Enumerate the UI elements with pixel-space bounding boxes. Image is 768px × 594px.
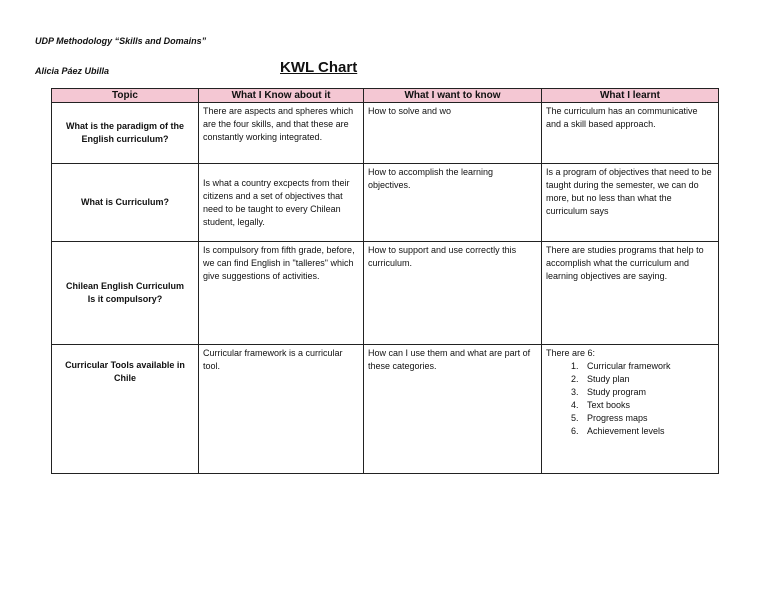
want-cell: How to accomplish the learning objectives. (364, 164, 542, 242)
learnt-cell: Is a program of objectives that need to be taught during the semester, we can do more, but no less than what the curriculum says (542, 164, 719, 242)
topic-text: What is the paradigm of the (65, 121, 184, 131)
topic-cell (52, 345, 199, 474)
list-item: 1. Curricular framework (581, 360, 714, 373)
topic-text: What is Curriculum? (80, 197, 169, 207)
table-row (52, 164, 719, 242)
learnt-intro: There are 6: (546, 348, 596, 358)
learnt-cell (542, 345, 719, 474)
learnt-cell: There are studies programs that help to accomplish what the curriculum and learning objectives are saying. (542, 242, 719, 345)
know-cell: Curricular framework is a curricular tool. (199, 345, 364, 474)
list-item: 6. Achievement levels (581, 425, 714, 438)
curricular-tools-list (546, 360, 714, 438)
course-name: UDP Methodology “Skills and Domains” (35, 36, 207, 46)
table-row (52, 103, 719, 164)
list-item: 2. Study plan (581, 373, 714, 386)
topic-text: Chilean English Curriculum (65, 281, 184, 291)
kwl-table (51, 88, 719, 474)
table-row (52, 345, 719, 474)
list-item: 5. Progress maps (581, 412, 714, 425)
know-cell: Is what a country excpects from their citizens and a set of objectives that need to be taught to every Chilean student, legally. (199, 164, 364, 242)
learnt-cell: The curriculum has an communicative and a skill based approach. (542, 103, 719, 164)
table-header-row (52, 89, 719, 103)
want-cell: How to support and use correctly this curriculum. (364, 242, 542, 345)
list-item: 4. Text books (581, 399, 714, 412)
topic-text: Curricular Tools available in (65, 360, 185, 370)
topic-cell (52, 242, 199, 345)
column-header-learnt: What I learnt (542, 89, 719, 103)
author-name: Alicia Páez Ubilla (35, 66, 110, 76)
know-cell: There are aspects and spheres which are the four skills, and that these are constantly working integrated. (199, 103, 364, 164)
table-row (52, 242, 719, 345)
topic-text: English curriculum? (81, 134, 169, 144)
want-cell: How to solve and wo (364, 103, 542, 164)
topic-text: Is it compulsory? (87, 294, 163, 304)
column-header-want: What I want to know (364, 89, 542, 103)
column-header-topic: Topic (52, 89, 199, 103)
list-item: 3. Study program (581, 386, 714, 399)
topic-text: Chile (113, 373, 136, 383)
page-title: KWL Chart (280, 59, 358, 76)
want-cell: How can I use them and what are part of these categories. (364, 345, 542, 474)
know-cell: Is compulsory from fifth grade, before, we can find English in "talleres" which give suggestions of activities. (199, 242, 364, 345)
topic-cell (52, 164, 199, 242)
column-header-know: What I Know about it (199, 89, 364, 103)
topic-cell (52, 103, 199, 164)
